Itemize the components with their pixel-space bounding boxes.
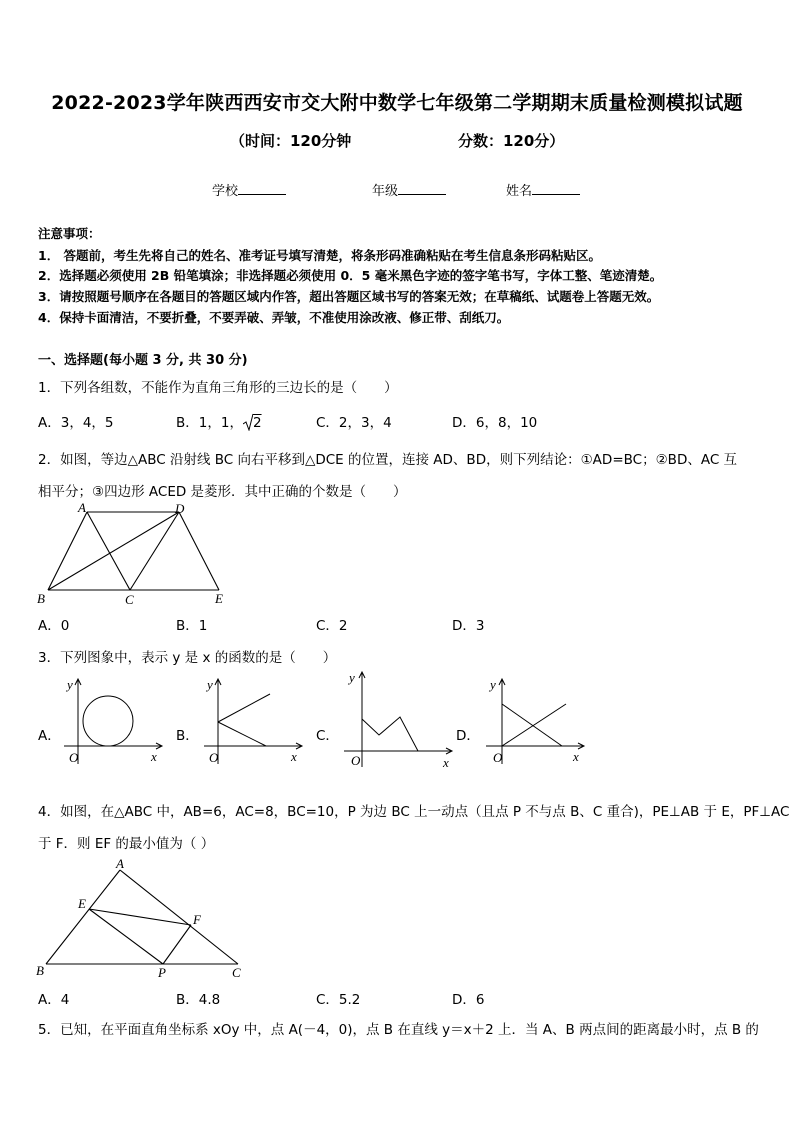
q3-option-c: C．	[316, 728, 339, 744]
x-axis-label: x	[443, 755, 449, 770]
notes-heading: 注意事项：	[38, 226, 101, 241]
q2-option-c: C．2	[316, 618, 348, 634]
name-blank	[532, 182, 580, 195]
origin-label: O	[69, 750, 79, 765]
note-item: 4．保持卡面清洁，不要折叠，不要弄破、弄皱，不准使用涂改液、修正带、刮纸刀。	[38, 310, 510, 325]
q4-stem-line2: 于 F．则 EF 的最小值为（ ）	[38, 836, 215, 852]
q2-label-e: E	[215, 591, 223, 606]
q3-option-b: B．	[176, 728, 199, 744]
q3-option-a: A．	[38, 728, 61, 744]
exam-time: （时间：120分钟	[230, 132, 352, 150]
note-item: 2．选择题必须使用 2B 铅笔填涂；非选择题必须使用 0．5 毫米黑色字迹的签字笔书写，字体工整、笔迹清楚。	[38, 268, 663, 283]
q2-label-b: B	[37, 591, 45, 606]
exam-score: 分数：120分）	[458, 132, 565, 150]
y-axis-label: y	[67, 677, 73, 692]
origin-label: O	[351, 753, 361, 768]
grade-field	[372, 180, 446, 199]
q1-option-a: A．3，4，5	[38, 415, 114, 431]
q2-option-a: A．0	[38, 618, 70, 634]
q4-label-c: C	[232, 965, 241, 980]
q4-label-a: A	[116, 856, 124, 871]
q1-option-d: D．6，8，10	[452, 415, 538, 431]
q4-figure	[34, 856, 252, 980]
q1-option-c: C．2，3，4	[316, 415, 392, 431]
q4-stem-line1: 4．如图，在△ABC 中，AB=6，AC=8，BC=10，P 为边 BC 上一动点（且点 P 不与点 B、C 重合)，PE⊥AB 于 E，PF⊥AC	[38, 804, 790, 820]
q4-label-p: P	[158, 965, 166, 980]
q1-stem: 1．下列各组数，不能作为直角三角形的三边长的是（ ）	[38, 380, 398, 396]
q4-option-b: B．4.8	[176, 992, 221, 1008]
q3-graph-b	[198, 674, 308, 770]
x-axis-label: x	[291, 749, 297, 764]
origin-label: O	[493, 750, 503, 765]
origin-label: O	[209, 750, 219, 765]
section-heading: 一、选择题(每小题 3 分, 共 30 分)	[38, 353, 248, 368]
exam-title: 2022-2023学年陕西西安市交大附中数学七年级第二学期期末质量检测模拟试题	[51, 92, 743, 114]
note-item: 1． 答题前，考生先将自己的姓名、准考证号填写清楚，将条形码准确粘贴在考生信息条形码粘贴区。	[38, 248, 602, 263]
y-axis-label: y	[490, 677, 496, 692]
y-axis-label: y	[207, 677, 213, 692]
q2-figure	[36, 500, 236, 608]
q4-label-e: E	[78, 896, 86, 911]
q2-label-d: D	[175, 501, 185, 516]
q2-option-b: B．1	[176, 618, 208, 634]
name-label: 姓名	[506, 184, 533, 199]
grade-blank	[398, 182, 446, 195]
sqrt-symbol	[243, 413, 253, 431]
q3-graph-d	[480, 674, 590, 770]
q4-label-b: B	[36, 963, 44, 978]
x-axis-label: x	[151, 749, 157, 764]
school-blank	[238, 182, 286, 195]
q3-option-d: D．	[456, 728, 480, 744]
grade-label: 年级	[372, 184, 399, 199]
note-item: 3．请按照题号顺序在各题目的答题区域内作答，超出答题区域书写的答案无效；在草稿纸、试题卷上答题无效。	[38, 289, 660, 304]
q4-option-c: C．5.2	[316, 992, 361, 1008]
q2-stem-line1: 2．如图，等边△ABC 沿射线 BC 向右平移到△DCE 的位置，连接 AD、BD，则下列结论：①AD=BC；②BD、AC 互	[38, 452, 738, 468]
y-axis-label: y	[349, 670, 355, 685]
q5-stem: 5．已知，在平面直角坐标系 xOy 中，点 A(－4，0)，点 B 在直线 y＝x＋2 上．当 A、B 两点间的距离最小时，点 B 的	[38, 1022, 759, 1038]
q3-graph-a	[58, 674, 168, 770]
q1-option-b: B．1，1， 2	[176, 415, 262, 431]
q4-label-f: F	[193, 912, 201, 927]
q2-option-d: D．3	[452, 618, 485, 634]
q2-label-c: C	[125, 592, 134, 607]
x-axis-label: x	[573, 749, 579, 764]
q3-graph-c	[338, 667, 458, 771]
school-label: 学校	[212, 184, 239, 199]
q3-stem: 3．下列图象中，表示 y 是 x 的函数的是（ ）	[38, 650, 337, 666]
q4-option-d: D．6	[452, 992, 485, 1008]
q4-option-a: A．4	[38, 992, 70, 1008]
q2-label-a: A	[78, 500, 86, 515]
q2-stem-line2: 相平分；③四边形 ACED 是菱形．其中正确的个数是（ ）	[38, 484, 407, 500]
school-field	[212, 180, 286, 199]
name-field	[506, 180, 580, 199]
